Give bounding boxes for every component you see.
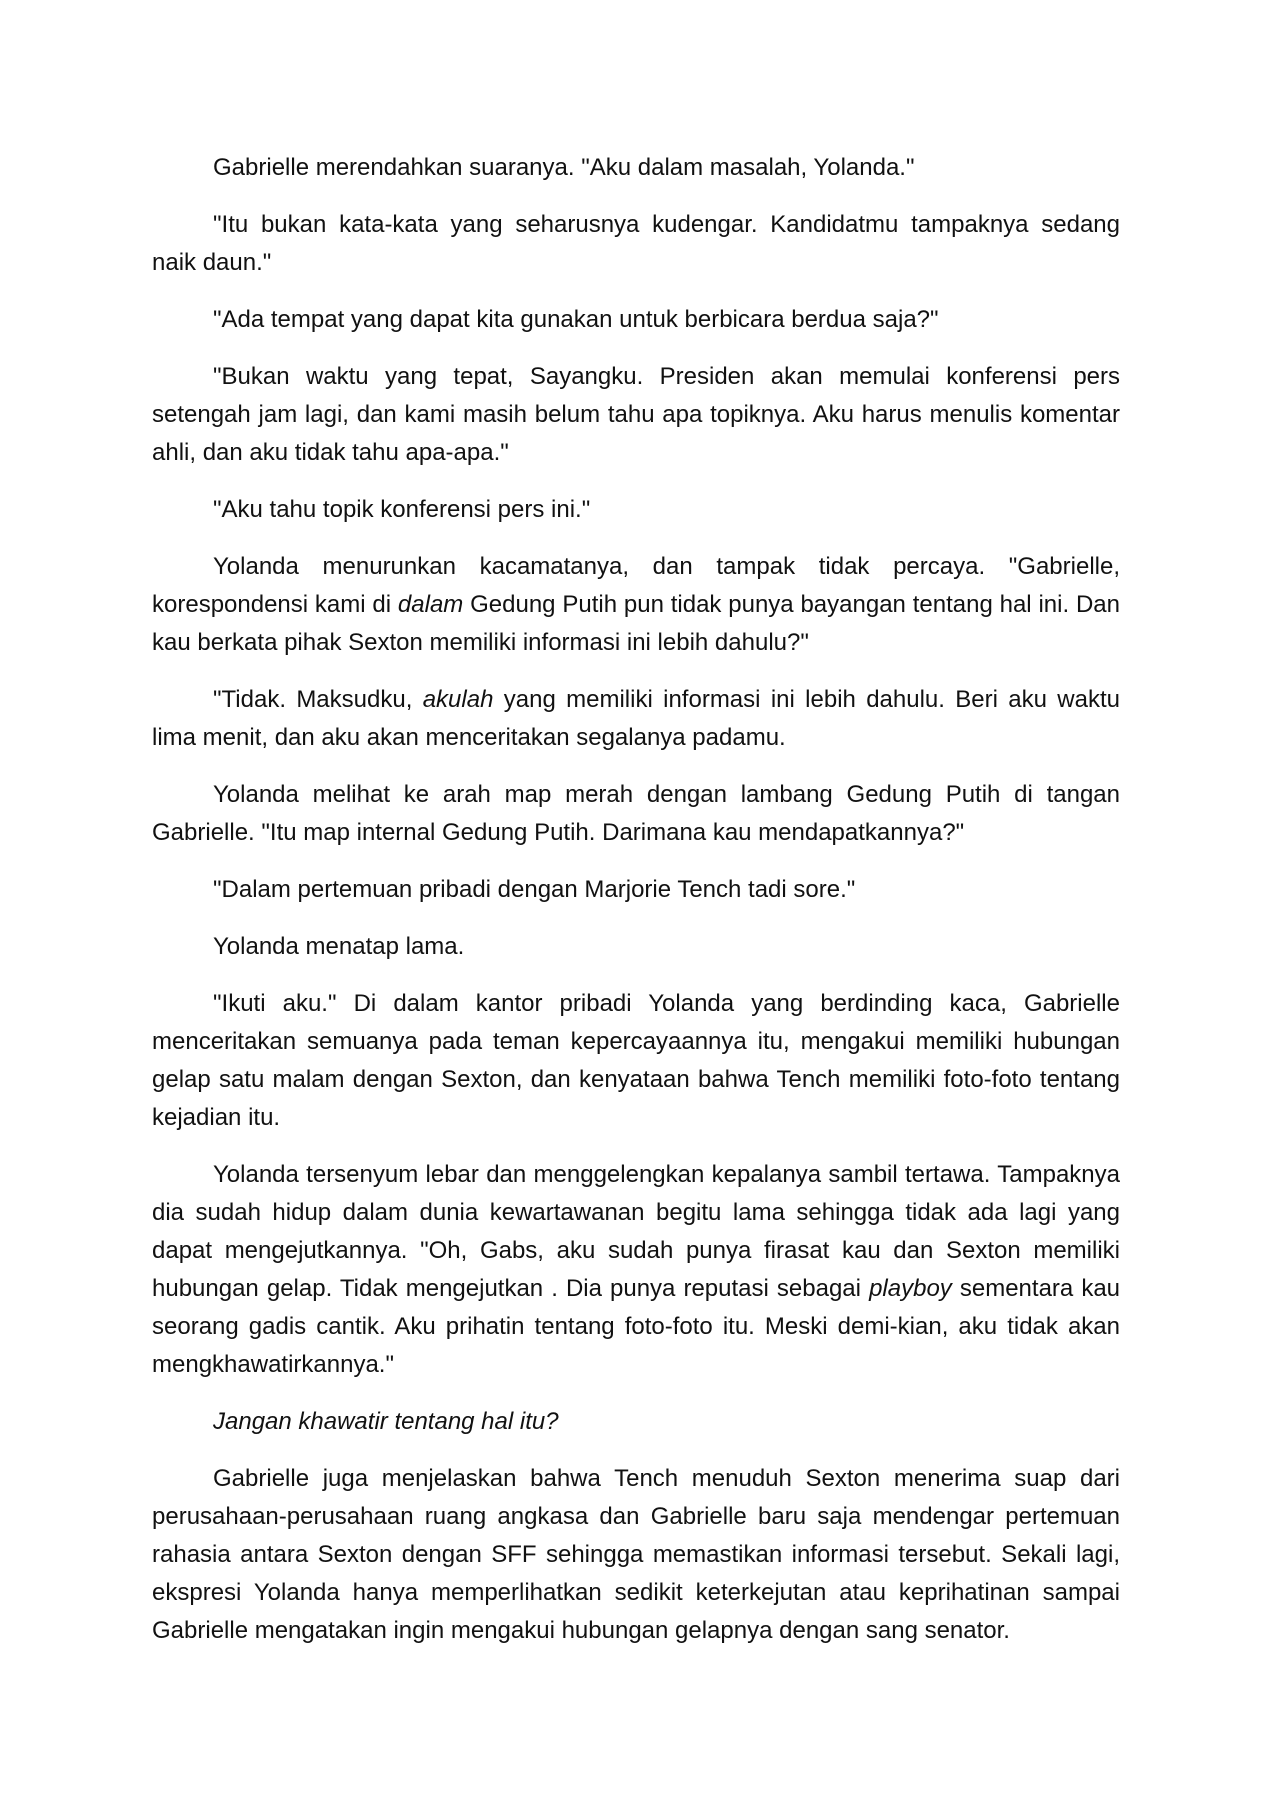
- italic-text: akulah: [422, 686, 494, 713]
- text: Yolanda menurunkan kacamatanya, dan tampak tidak percaya. "Gabrielle, korespondensi kami di: [152, 553, 1120, 618]
- text: Yolanda menatap lama.: [213, 933, 465, 960]
- paragraph-2: [152, 206, 1120, 282]
- paragraph-11: [152, 985, 1120, 1137]
- paragraph-7: [152, 681, 1120, 757]
- paragraph-6: [152, 548, 1120, 662]
- text: Gedung Putih pun tidak punya bayangan tentang hal ini. Dan kau berkata pihak Sexton memiliki informasi ini lebih dahulu?": [152, 591, 1120, 656]
- italic-text: dalam: [397, 591, 464, 618]
- text: Yolanda tersenyum lebar dan menggelengkan kepalanya sambil tertawa. Tampaknya dia sudah hidup dalam dunia kewartawanan begitu lama sehingga tidak ada lagi yang dapat mengejutkannya. "Oh, Gabs, aku sudah punya firasat kau dan Sexton memiliki hubungan gelap. Tidak mengejutkan . Dia punya reputasi sebagai: [152, 1161, 1120, 1302]
- text: "Ada tempat yang dapat kita gunakan untuk berbicara berdua saja?": [213, 306, 939, 333]
- paragraph-9: [152, 871, 1120, 909]
- paragraph-10: [152, 928, 1120, 966]
- text: yang memiliki informasi ini lebih dahulu. Beri aku waktu lima menit, dan aku akan menceritakan segalanya padamu.: [152, 686, 1120, 751]
- paragraph-1: [152, 149, 1120, 187]
- text: Gabrielle juga menjelaskan bahwa Tench menuduh Sexton menerima suap dari perusahaan-perusahaan ruang angkasa dan Gabrielle baru saja mendengar pertemuan rahasia antara Sexton dengan SFF sehingga memastikan informasi tersebut. Sekali lagi, ekspresi Yolanda hanya memperlihatkan sedikit keterkejutan atau keprihatinan sampai Gabrielle mengatakan ingin mengakui hubungan gelapnya dengan sang senator.: [152, 1465, 1120, 1644]
- text: "Ikuti aku." Di dalam kantor pribadi Yolanda yang berdinding kaca, Gabrielle menceritakan semuanya pada teman kepercayaannya itu, mengakui memiliki hubungan gelap satu malam dengan Sexton, dan kenyataan bahwa Tench memiliki foto-foto tentang kejadian itu.: [152, 990, 1120, 1131]
- paragraph-8: [152, 776, 1120, 852]
- paragraph-3: [152, 301, 1120, 339]
- paragraph-13: [152, 1403, 1120, 1441]
- text: Gabrielle merendahkan suaranya. "Aku dalam masalah, Yolanda.": [213, 154, 915, 181]
- text: "Dalam pertemuan pribadi dengan Marjorie Tench tadi sore.": [213, 876, 856, 903]
- text: "Itu bukan kata-kata yang seharusnya kudengar. Kandidatmu tampaknya sedang naik daun.": [152, 211, 1120, 276]
- text: "Tidak. Maksudku,: [213, 686, 423, 713]
- paragraph-12: [152, 1156, 1120, 1384]
- paragraph-4: [152, 358, 1120, 472]
- text: "Aku tahu topik konferensi pers ini.": [213, 496, 591, 523]
- italic-text: playboy: [869, 1275, 952, 1302]
- text: sementara kau seorang gadis cantik. Aku prihatin tentang foto-foto itu. Meski demi-kian, aku tidak akan mengkhawatirkannya.": [152, 1275, 1121, 1378]
- text: Jangan khawatir tentang hal itu?: [213, 1408, 559, 1435]
- text: "Bukan waktu yang tepat, Sayangku. Presiden akan memulai konferensi pers setengah jam lagi, dan kami masih belum tahu apa topiknya. Aku harus menulis komentar ahli, dan aku tidak tahu apa-apa.": [152, 363, 1120, 466]
- text: Yolanda melihat ke arah map merah dengan lambang Gedung Putih di tangan Gabrielle. "Itu map internal Gedung Putih. Darimana kau mendapatkannya?": [152, 781, 1120, 846]
- paragraph-14: [152, 1460, 1120, 1650]
- document-page: [152, 149, 1120, 1669]
- paragraph-5: [152, 491, 1120, 529]
